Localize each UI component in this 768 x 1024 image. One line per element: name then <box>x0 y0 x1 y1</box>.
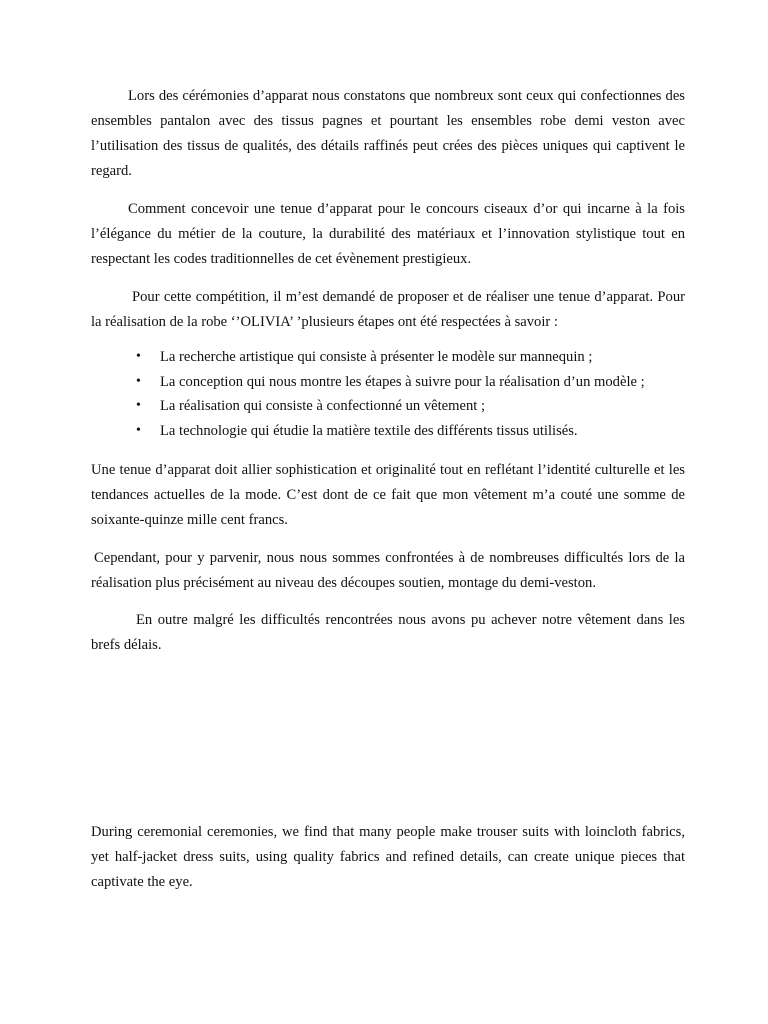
paragraph-intro: Lors des cérémonies d’apparat nous constatons que nombreux sont ceux qui confectionnes des ensembles pantalon avec des tissus pagnes et pourtant les ensembles robe demi veston avec l’utilisation des tissus de qualités, des détails raffinés peut crées des pièces uniques qui captivent le regard. <box>91 88 685 179</box>
list-item <box>91 419 685 444</box>
list-item <box>91 370 685 395</box>
paragraph-competition: Pour cette compétition, il m’est demandé de proposer et de réaliser une tenue d’apparat. Pour la réalisation de la robe ‘’OLIVIA’ ’plusieurs étapes ont été respectées à savoir : <box>91 289 685 330</box>
bullet-icon: • <box>136 398 141 413</box>
bullet-icon: • <box>136 349 141 364</box>
bullet-icon: • <box>136 373 141 389</box>
paragraph-difficulties: Cependant, pour y parvenir, nous nous sommes confrontées à de nombreuses difficultés lors de la réalisation plus précisément au niveau des découpes soutien, montage du demi-veston. <box>91 550 685 591</box>
paragraph-english: During ceremonial ceremonies, we find that many people make trouser suits with loincloth fabrics, yet half-jacket dress suits, using quality fabrics and refined details, can create unique pieces that captivate the eye. <box>91 824 685 890</box>
steps-list <box>91 345 685 443</box>
list-item-text: La réalisation qui consiste à confectionné un vêtement ; <box>160 398 486 414</box>
paragraph-cost: Une tenue d’apparat doit allier sophistication et originalité tout en reflétant l’identité culturelle et les tendances actuelles de la mode. C’est dont de ce fait que mon vêtement m’a couté une somme de soixante-quinze mille cent francs. <box>91 462 685 528</box>
bullet-icon: • <box>136 422 141 438</box>
list-item <box>91 345 685 370</box>
paragraph-problematic: Comment concevoir une tenue d’apparat pour le concours ciseaux d’or qui incarne à la fois l’élégance du métier de la couture, la durabilité des matériaux et l’innovation stylistique tout en respectant les codes traditionnelles de cet évènement prestigieux. <box>91 201 685 267</box>
list-item-text: La conception qui nous montre les étapes à suivre pour la réalisation d’un modèle ; <box>160 373 645 390</box>
document-page <box>91 0 685 1024</box>
list-item <box>91 394 685 419</box>
paragraph-conclusion: En outre malgré les difficultés rencontrées nous avons pu achever notre vêtement dans les brefs délais. <box>91 612 685 653</box>
list-item-text: La recherche artistique qui consiste à présenter le modèle sur mannequin ; <box>160 349 593 365</box>
list-item-text: La technologie qui étudie la matière textile des différents tissus utilisés. <box>160 422 578 439</box>
